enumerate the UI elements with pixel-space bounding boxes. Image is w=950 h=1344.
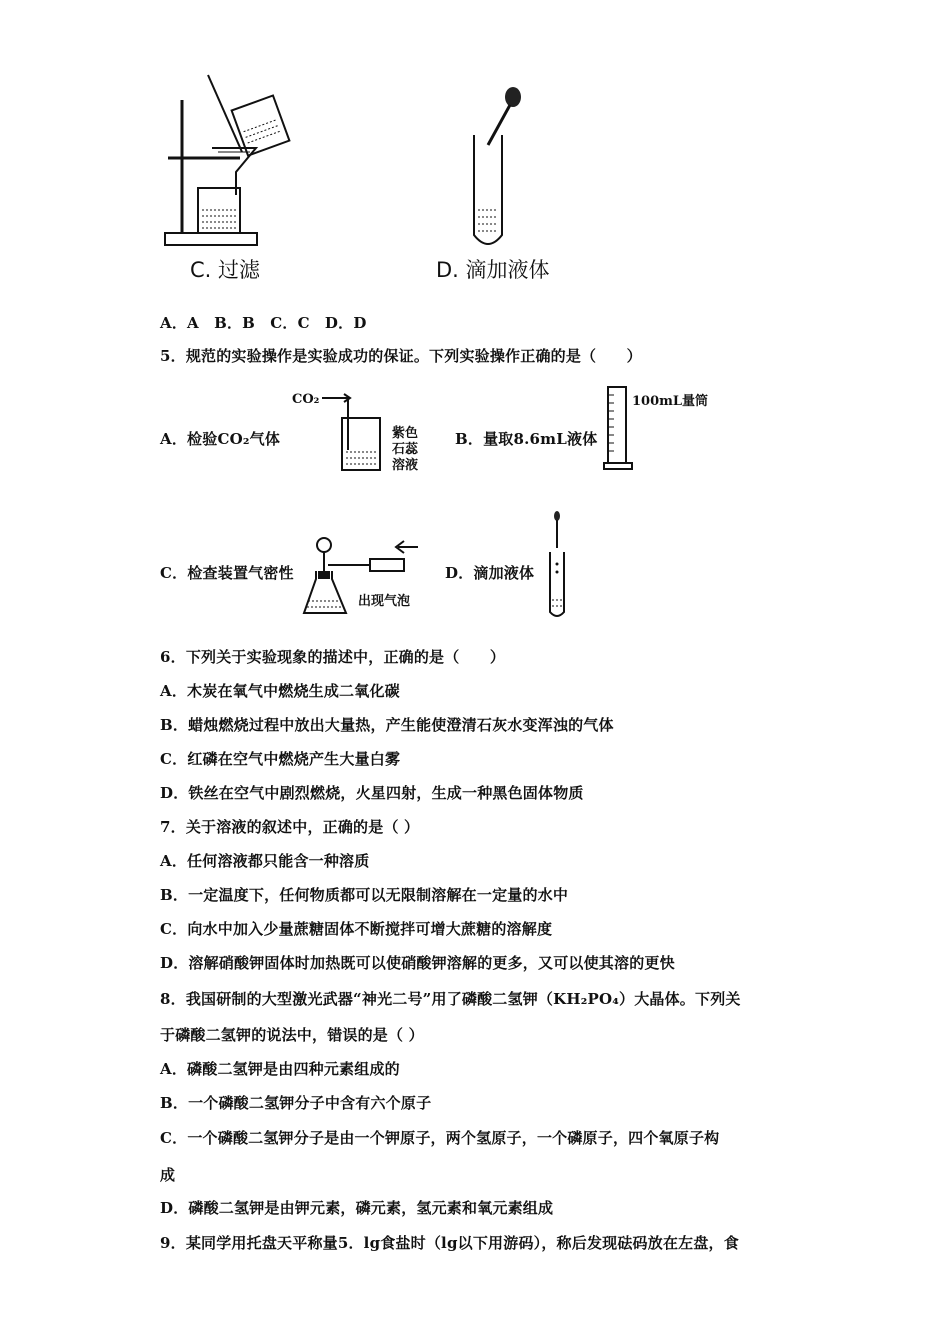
co2-label: CO₂ [292, 392, 320, 407]
q6-option-c: C．红磷在空气中燃烧产生大量白雾 [160, 750, 401, 768]
q8-option-c-line2: 成 [160, 1166, 176, 1184]
q5-option-d: D．滴加液体 [445, 564, 535, 582]
q7-option-c: C．向水中加入少量蔗糖固体不断搅拌可增大蔗糖的溶解度 [160, 920, 553, 938]
q6-option-a: A．木炭在氧气中燃烧生成二氧化碳 [160, 682, 400, 700]
q7-option-a: A．任何溶液都只能含一种溶质 [160, 852, 370, 870]
q7-option-b: B．一定温度下，任何物质都可以无限制溶解在一定量的水中 [160, 886, 569, 904]
q6-stem: 6．下列关于实验现象的描述中，正确的是（ ） [160, 648, 506, 666]
q6-option-d: D．铁丝在空气中剧烈燃烧，火星四射，生成一种黑色固体物质 [160, 784, 584, 802]
dropper-test-tube-figure [460, 85, 540, 250]
dropper-above-tube-figure [545, 510, 569, 618]
q5-stem: 5．规范的实验操作是实验成功的保证。下列实验操作正确的是（ ） [160, 347, 642, 365]
q6-option-b: B．蜡烛燃烧过程中放出大量热，产生能使澄清石灰水变浑浊的气体 [160, 716, 614, 734]
q8-option-d: D．磷酸二氢钾是由钾元素，磷元素，氢元素和氧元素组成 [160, 1199, 554, 1217]
bubbles-label: 出现气泡 [358, 594, 411, 609]
q5-option-a: A．检验CO₂气体 [160, 430, 281, 448]
q5-option-c: C．检查装置气密性 [160, 564, 294, 582]
cylinder-label: 100mL量筒 [632, 394, 709, 409]
q7-stem: 7．关于溶液的叙述中，正确的是（ ） [160, 818, 420, 836]
figure-d-caption: D. 滴加液体 [436, 258, 550, 282]
filtration-apparatus-figure [160, 70, 300, 250]
litmus-label-1: 紫色 [392, 426, 419, 441]
litmus-label-2: 石蕊 [392, 442, 419, 457]
q8-stem-line1: 8．我国研制的大型激光武器“神光二号”用了磷酸二氢钾（KH₂PO₄）大晶体。下列关 [160, 990, 741, 1008]
measuring-cylinder-figure [604, 385, 634, 471]
q7-option-d: D．溶解硝酸钾固体时加热既可以使硝酸钾溶解的更多，又可以使其溶的更快 [160, 954, 675, 972]
q8-option-b: B．一个磷酸二氢钾分子中含有六个原子 [160, 1094, 432, 1112]
q8-option-a: A．磷酸二氢钾是由四种元素组成的 [160, 1060, 400, 1078]
q8-option-c-line1: C．一个磷酸二氢钾分子是由一个钾原子，两个氢原子，一个磷原子，四个氧原子构 [160, 1129, 720, 1147]
figure-c-caption: C. 过滤 [190, 258, 261, 282]
q9-stem-line1: 9．某同学用托盘天平称量5．lg食盐时（lg以下用游码），称后发现砝码放在左盘，食 [160, 1234, 739, 1252]
q4-options: A．A B．B C．C D．D [160, 314, 367, 332]
litmus-label-3: 溶液 [392, 458, 419, 473]
q8-stem-line2: 于磷酸二氢钾的说法中，错误的是（ ） [160, 1026, 424, 1044]
q5-option-b: B．量取8.6mL液体 [455, 430, 598, 448]
